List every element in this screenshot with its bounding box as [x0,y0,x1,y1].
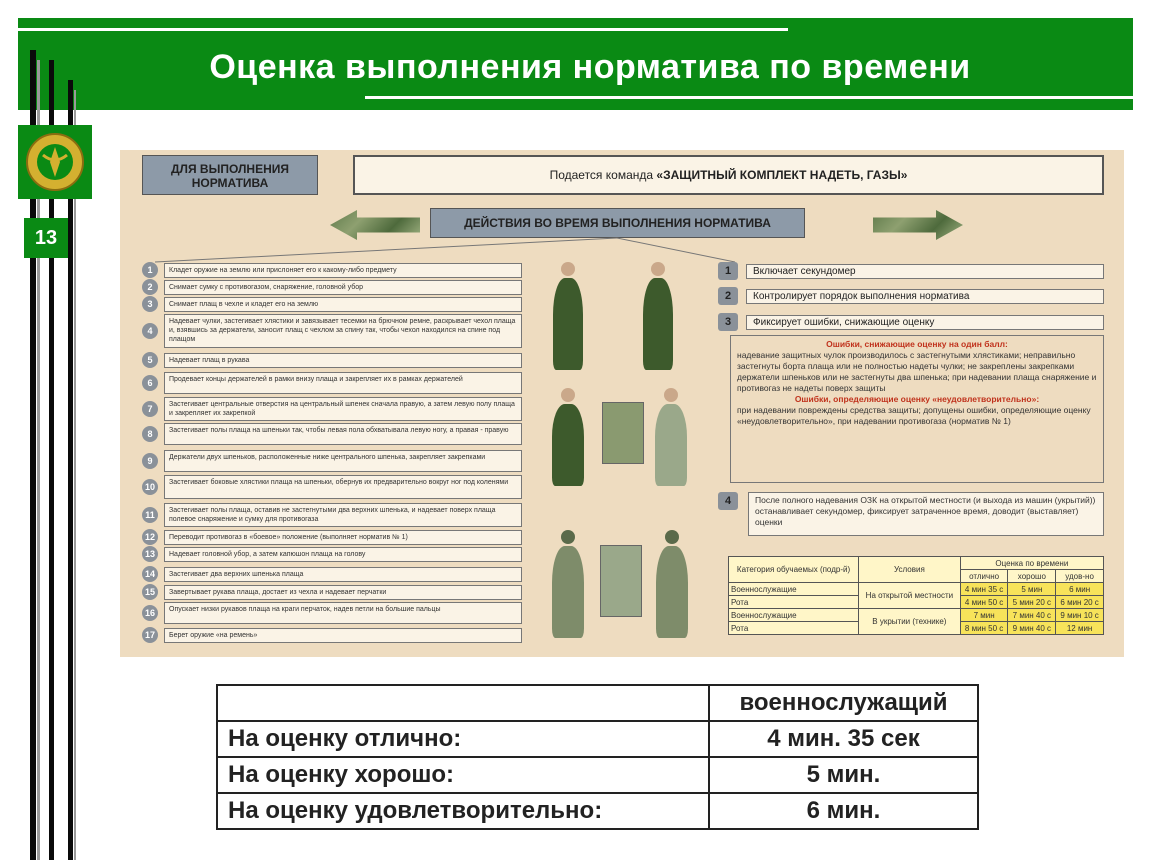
step-number: 3 [718,313,738,331]
step-number: 5 [142,352,158,368]
step-text: Завертывает рукава плаща, достает из чехла и надевает перчатки [164,585,522,600]
step-text: Надевает чулки, застегивает хлястики и завязывает тесемки на брючном ремне, раскрывает чехол плаща и, взявшись за держатели, заносит плащ с чехлом за спину так, чтобы чехол находился на спине под плащом [164,314,522,348]
table-row [217,757,978,793]
step-number: 13 [142,546,158,562]
step-row [142,503,522,527]
step-row [142,262,522,278]
step-number: 1 [142,262,158,278]
right-step [718,262,1104,280]
step-number: 15 [142,584,158,600]
errors-title-1: Ошибки, снижающие оценку на один балл: [826,339,1008,349]
step-text: Застегивает два верхних шпенька плаща [164,567,522,582]
step-text: Переводит противогаз в «боевое» положение (выполняет норматив № 1) [164,530,522,545]
step-number: 17 [142,627,158,643]
step-row [142,627,522,643]
soldier-figure-2 [640,262,676,372]
step-text: Продевает концы держателей в рамки внизу плаща и закрепляет их в рамках держателей [164,372,522,394]
step-row [142,450,522,472]
table-header: удов-но [1056,570,1104,583]
step-text: Фиксирует ошибки, снижающие оценку [746,315,1104,330]
table-cell: Военнослужащие [729,609,859,622]
step-row [142,566,522,582]
table-header: хорошо [1008,570,1056,583]
step-number: 10 [142,479,158,495]
poster-command [353,155,1104,195]
step-text: Снимает сумку с противогазом, снаряжение, головной убор [164,280,522,295]
table-cell: На открытой местности [859,583,961,609]
step-text: Снимает плащ в чехле и кладет его на землю [164,297,522,312]
errors-text-2: при надевании повреждены средства защиты; допущены ошибки, определяющие оценку «неудовлетворительно», при надевании противогаза (норматив № 1) [737,405,1091,426]
table-row [729,583,1104,596]
table-row [729,609,1104,622]
table-cell: 12 мин [1056,622,1104,635]
step-text: Кладет оружие на землю или прислоняет его к какому-либо предмету [164,263,522,278]
table-cell: 5 мин 20 с [1008,596,1056,609]
step-row [142,279,522,295]
step-text: Застегивает полы плаща на шпеньки так, чтобы левая пола обхватывала левую ногу, а правая - правую [164,423,522,445]
table-cell: Рота [729,622,859,635]
soldier-figure-3 [548,388,588,488]
step-number: 7 [142,401,158,417]
step-number: 2 [142,279,158,295]
summary-label: На оценку хорошо: [217,757,709,793]
step-row [142,423,522,445]
step-number: 6 [142,375,158,391]
errors-title-2: Ошибки, определяющие оценку «неудовлетворительно»: [794,394,1040,404]
command-prefix: Подается команда [549,168,657,182]
table-cell: 4 мин 50 с [960,596,1008,609]
soldier-figure-1 [550,262,586,372]
soldier-figure-6 [652,530,692,640]
step-row [142,602,522,624]
table-cell: 9 мин 10 с [1056,609,1104,622]
summary-value: 6 мин. [709,793,978,829]
step-row [142,397,522,421]
step-text: Застегивает полы плаща, оставив не застегнутыми два верхних шпенька, и надевает поверх плаща полевое снаряжение и сумку для противогаза [164,503,522,527]
step-text: Включает секундомер [746,264,1104,279]
table-cell: Рота [729,596,859,609]
table-cell: 7 мин 40 с [1008,609,1056,622]
final-step: После полного надевания ОЗК на открытой местности (и выхода из машин (укрытий)) останавливает секундомер, фиксирует затраченное время, доводит (выставляет) оценки [748,492,1104,536]
step-row [142,314,522,348]
soldier-figure-5 [548,530,588,640]
summary-table [216,684,979,830]
right-step [718,287,1104,305]
table-cell: В укрытии (технике) [859,609,961,635]
step-text: Контролирует порядок выполнения норматива [746,289,1104,304]
step-text: Опускает низки рукавов плаща на краги перчаток, надев петли на большие пальцы [164,602,522,624]
page-title: Оценка выполнения норматива по времени [209,48,971,86]
detail-photo [602,402,644,464]
poster-for-label: ДЛЯ ВЫПОЛНЕНИЯ НОРМАТИВА [142,155,318,195]
table-cell: 8 мин 50 с [960,622,1008,635]
right-step [718,313,1104,331]
step-row [142,296,522,312]
table-cell [217,685,709,721]
emblem [18,125,92,199]
errors-box [730,335,1104,483]
step-number: 1 [718,262,738,280]
table-cell: Военнослужащие [729,583,859,596]
step-row [142,475,522,499]
table-header: отлично [960,570,1008,583]
summary-value: 4 мин. 35 сек [709,721,978,757]
left-stripe [74,90,76,860]
step-number: 12 [142,529,158,545]
summary-label: На оценку отлично: [217,721,709,757]
step-number: 9 [142,453,158,469]
time-norms-table [728,556,1104,635]
errors-text-1: надевание защитных чулок производилось с застегнутыми хлястиками; неправильно застегнуты борта плаща или не полностью надеты чулки; не закреплены закрепками держатели шпеньков или не застегнуты два шпенька; при надевании плаща снаряжение и противогаз не надеты поверх защиты [737,350,1097,393]
table-cell: 6 мин [1056,583,1104,596]
step-number: 4 [142,323,158,339]
summary-col-header: военнослужащий [709,685,978,721]
summary-value: 5 мин. [709,757,978,793]
header-divider-bottom [365,96,1133,99]
step-number: 16 [142,605,158,621]
header-divider-top [18,28,788,31]
table-cell: 7 мин [960,609,1008,622]
table-cell: 9 мин 40 с [1008,622,1056,635]
step-number: 8 [142,426,158,442]
step-text: Застегивает боковые хлястики плаща на шпеньки, обернув их предварительно вокруг ног под коленями [164,475,522,499]
step-number: 4 [718,492,738,510]
table-cell: 4 мин 35 с [960,583,1008,596]
table-cell: 6 мин 20 с [1056,596,1104,609]
step-text: Надевает головной убор, а затем капюшон плаща на голову [164,547,522,562]
table-row [217,685,978,721]
detail-photo [600,545,642,617]
step-text: Надевает плащ в рукава [164,353,522,368]
summary-label: На оценку удовлетворительно: [217,793,709,829]
step-text: Держатели двух шпеньков, расположенные ниже центрального шпенька, закрепляет закрепками [164,450,522,472]
step-row [142,352,522,368]
step-row [142,546,522,562]
poster-actions-title: ДЕЙСТВИЯ ВО ВРЕМЯ ВЫПОЛНЕНИЯ НОРМАТИВА [430,208,805,238]
table-cell: 5 мин [1008,583,1056,596]
step-number: 3 [142,296,158,312]
command-text: «ЗАЩИТНЫЙ КОМПЛЕКТ НАДЕТЬ, ГАЗЫ» [656,168,908,182]
emblem-icon [18,125,92,199]
table-header: Категория обучаемых (подр-й) [729,557,859,583]
step-row [142,584,522,600]
step-number: 11 [142,507,158,523]
step-number: 2 [718,287,738,305]
table-row [217,721,978,757]
soldier-figure-4 [652,388,690,488]
table-row [217,793,978,829]
step-number: 14 [142,566,158,582]
step-row [142,529,522,545]
step-text: Берет оружие «на ремень» [164,628,522,643]
table-header: Оценка по времени [960,557,1103,570]
page-number: 13 [24,218,68,258]
table-header: Условия [859,557,961,583]
step-row [142,372,522,394]
step-text: Застегивает центральные отверстия на центральный шпенек сначала правую, а затем левую полу плаща и закрепляет их закрепкой [164,397,522,421]
